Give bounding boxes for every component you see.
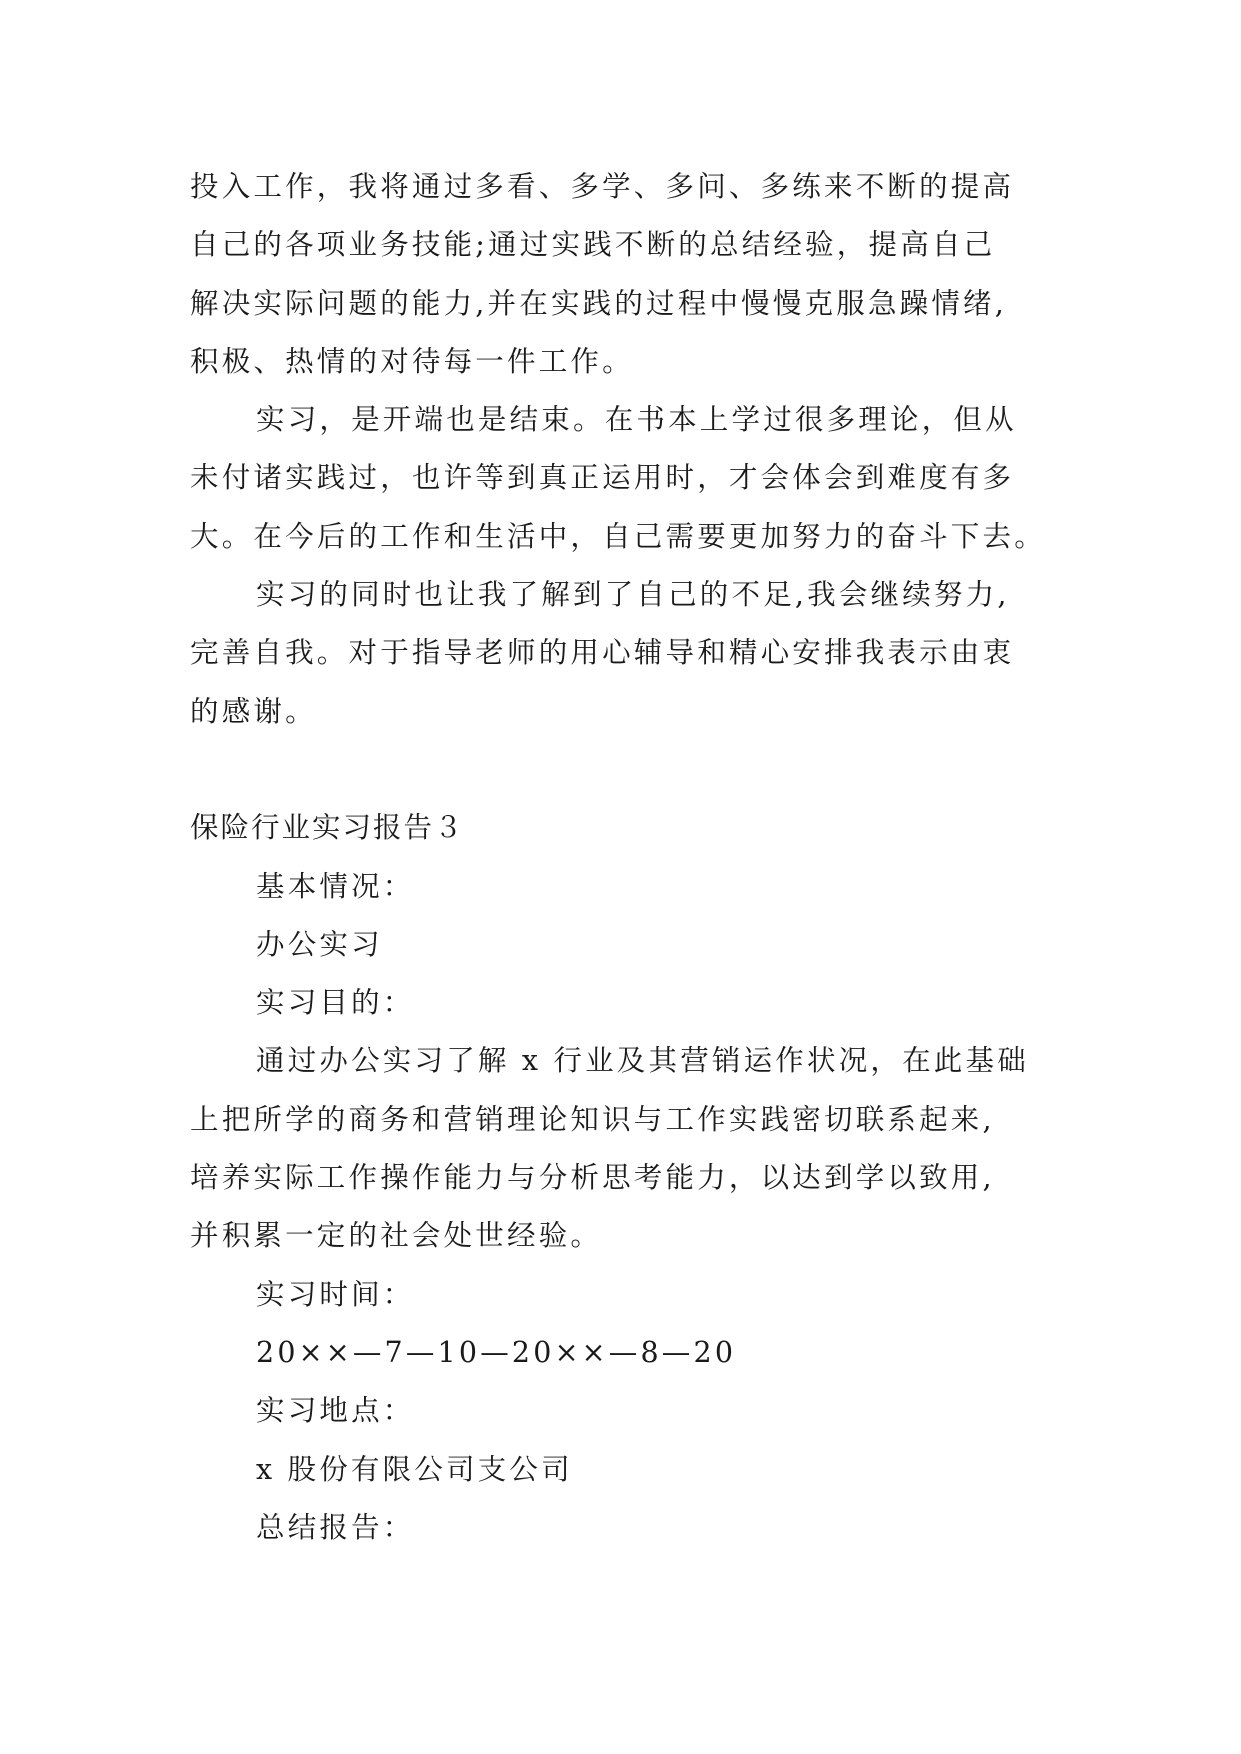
paragraph-line: 自己的各项业务技能;通过实践不断的总结经验，提高自己: [190, 228, 996, 262]
field-label-time: 实习时间：: [256, 1277, 415, 1311]
field-value-time: 20××—7—10—20××—8—20: [256, 1335, 737, 1369]
document-body: [190, 158, 1090, 1557]
field-label-location: 实习地点：: [256, 1394, 415, 1428]
paragraph-line: 完善自我。对于指导老师的用心辅导和精心安排我表示由衷: [190, 636, 1015, 670]
field-label-purpose: 实习目的：: [256, 986, 415, 1020]
field-label-basic-info: 基本情况：: [256, 869, 415, 903]
field-value-basic-info: 办公实习: [256, 927, 383, 961]
paragraph-line: 大。在今后的工作和生活中，自己需要更加努力的奋斗下去。: [190, 519, 1046, 553]
paragraph-line: 培养实际工作操作能力与分析思考能力，以达到学以致用,: [190, 1161, 995, 1195]
field-value-location: x 股份有限公司支公司: [256, 1452, 573, 1486]
paragraph-line: 未付诸实践过，也许等到真正运用时，才会体会到难度有多: [190, 461, 1015, 495]
paragraph-line: 积极、热情的对待每一件工作。: [190, 344, 634, 378]
paragraph-line: 并积累一定的社会处世经验。: [190, 1219, 603, 1253]
paragraph-line: 实习的同时也让我了解到了自己的不足,我会继续努力,: [256, 578, 1010, 612]
section-heading: 保险行业实习报告３: [190, 811, 465, 845]
paragraph-line: 解决实际问题的能力,并在实践的过程中慢慢克服急躁情绪,: [190, 286, 1008, 320]
paragraph-line: 通过办公实习了解 x 行业及其营销运作状况，在此基础: [256, 1044, 1029, 1078]
paragraph-line: 投入工作，我将通过多看、多学、多问、多练来不断的提高: [190, 170, 1015, 203]
paragraph-gap: [190, 741, 1090, 799]
paragraph-line: 的感谢。: [190, 694, 317, 728]
paragraph-line: 实习，是开端也是结束。在书本上学过很多理论，但从: [256, 403, 1017, 437]
field-label-summary: 总结报告：: [256, 1510, 415, 1544]
paragraph-line: 上把所学的商务和营销理论知识与工作实践密切联系起来,: [190, 1102, 995, 1136]
